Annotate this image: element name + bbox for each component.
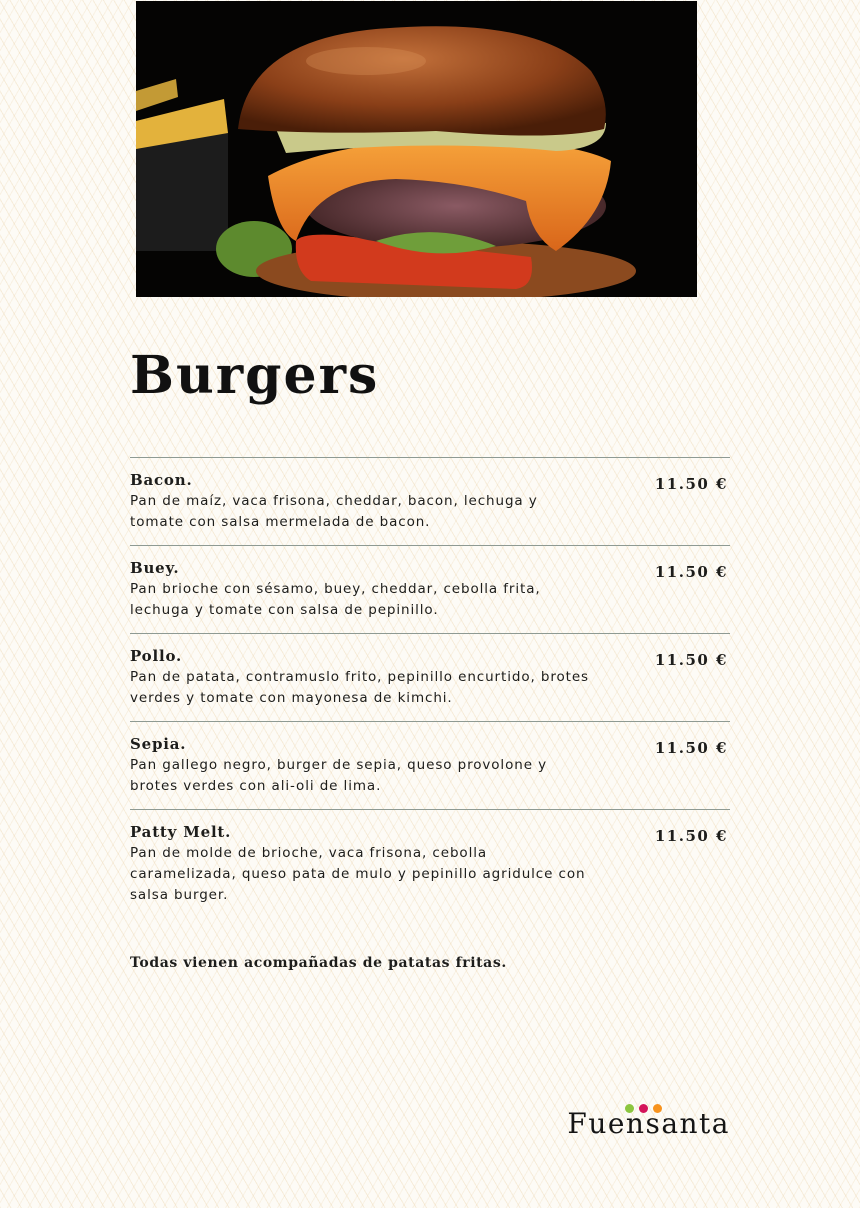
item-description: Pan de molde de brioche, vaca frisona, cebolla caramelizada, queso pata de mulo y pepinillo agridulce con salsa burger. [130,845,586,903]
item-name: Buey. [130,559,180,577]
item-description: Pan brioche con sésamo, buey, cheddar, cebolla frita, lechuga y tomate con salsa de pepinillo. [130,581,541,618]
item-price: 11.50 € [654,651,728,669]
menu-item-sepia [130,721,730,809]
menu-item-pollo [130,633,730,721]
menu-list [130,457,730,903]
brand-logo [567,1100,730,1138]
item-price: 11.50 € [654,739,728,757]
menu-item-patty-melt [130,809,730,903]
item-price: 11.50 € [654,475,728,493]
page-title: Burgers [130,345,380,406]
menu-item-bacon [130,457,730,545]
item-name: Sepia. [130,735,187,753]
item-price: 11.50 € [654,563,728,581]
item-description: Pan de maíz, vaca frisona, cheddar, bacon, lechuga y tomate con salsa mermelada de bacon. [130,493,538,530]
item-name: Bacon. [130,471,193,489]
item-description: Pan gallego negro, burger de sepia, queso provolone y brotes verdes con ali-oli de lima. [130,757,547,794]
item-description: Pan de patata, contramuslo frito, pepinillo encurtido, brotes verdes y tomate con mayonesa de kimchi. [130,669,589,706]
item-name: Pollo. [130,647,183,665]
menu-item-buey [130,545,730,633]
item-name: Patty Melt. [130,823,232,841]
item-price: 11.50 € [654,827,728,845]
logo-text: Fuensanta [567,1107,730,1140]
burger-photo [136,1,697,297]
footnote: Todas vienen acompañadas de patatas fritas. [130,955,507,971]
